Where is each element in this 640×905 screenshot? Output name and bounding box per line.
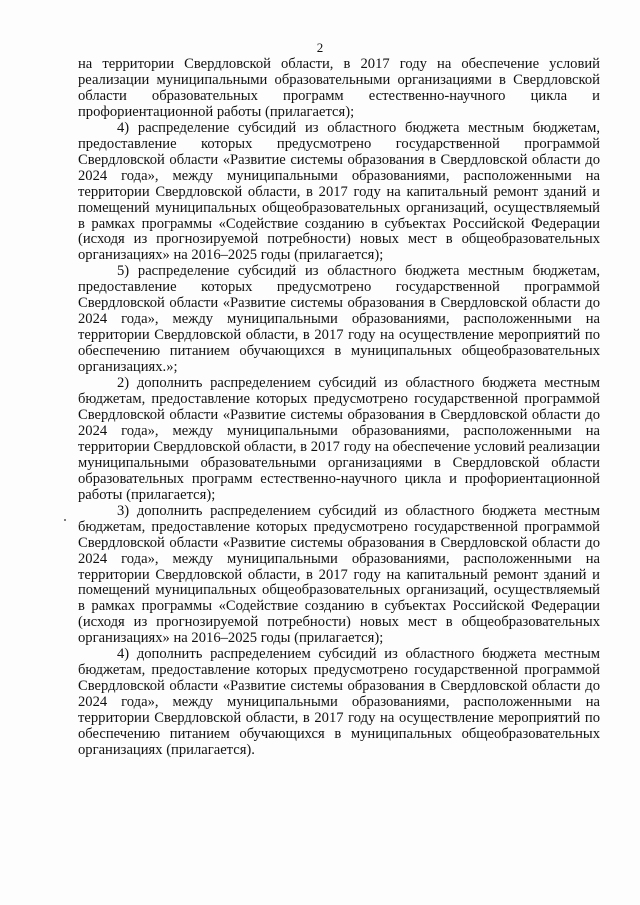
scan-speck: [64, 519, 66, 521]
paragraph-item-5-distribution: 5) распределение субсидий из областного бюджета местным бюджетам, предоставление которых предусмотрено государственной программой Свердловской области «Развитие системы образования в Свердловской области до 2024 года», между муниципальными образованиями, расположенными на территории Свердловской области, в 2017 году на осуществление мероприятий по обеспечению питанием обучающихся в муниципальных общеобразовательных организациях.»;: [78, 263, 600, 376]
paragraph-item-4-distribution: 4) распределение субсидий из областного бюджета местным бюджетам, предоставление которых предусмотрено государственной программой Свердловской области «Развитие системы образования в Свердловской области до 2024 года», между муниципальными образованиями, расположенными на территории Свердловской области, в 2017 году на капитальный ремонт зданий и помещений муниципальных общеобразовательных организаций, осуществляемый в рамках программы «Содействие созданию в субъектах Российской Федерации (исходя из прогнозируемой потребности) новых мест в общеобразовательных организациях» на 2016–2025 годы (прилагается);: [78, 119, 600, 264]
page-number: 2: [316, 40, 324, 55]
paragraph-item-4-supplement: 4) дополнить распределением субсидий из областного бюджета местным бюджетам, предоставление которых предусмотрено государственной программой Свердловской области «Развитие системы образования в Свердловской области до 2024 года», между муниципальными образованиями, расположенными на территории Свердловской области, в 2017 году на осуществление мероприятий по обеспечению питанием обучающихся в муниципальных общеобразовательных организациях (прилагается).: [78, 646, 600, 758]
paragraph-item-2-supplement: 2) дополнить распределением субсидий из областного бюджета местным бюджетам, предоставление которых предусмотрено государственной программой Свердловской области «Развитие системы образования в Свердловской области до 2024 года», между муниципальными образованиями, расположенными на территории Свердловской области, в 2017 году на обеспечение условий реализации муниципальными образовательными организациями в Свердловской области образовательных программ естественно-научного цикла и профориентационной работы (прилагается);: [78, 375, 600, 503]
paragraph-item-3-supplement: 3) дополнить распределением субсидий из областного бюджета местным бюджетам, предоставление которых предусмотрено государственной программой Свердловской области «Развитие системы образования в Свердловской области до 2024 года», между муниципальными образованиями, расположенными на территории Свердловской области, в 2017 году на капитальный ремонт зданий и помещений муниципальных общеобразовательных организаций, осуществляемый в рамках программы «Содействие созданию в субъектах Российской Федерации (исходя из прогнозируемой потребности) новых мест в общеобразовательных организациях» на 2016–2025 годы (прилагается);: [78, 502, 600, 647]
document-body: [78, 57, 600, 759]
paragraph-continuation: на территории Свердловской области, в 2017 году на обеспечение условий реализации муниципальными образовательными организациями в Свердловской области образовательных программ естественно-научного цикла и профориентационной работы (прилагается);: [78, 56, 600, 120]
